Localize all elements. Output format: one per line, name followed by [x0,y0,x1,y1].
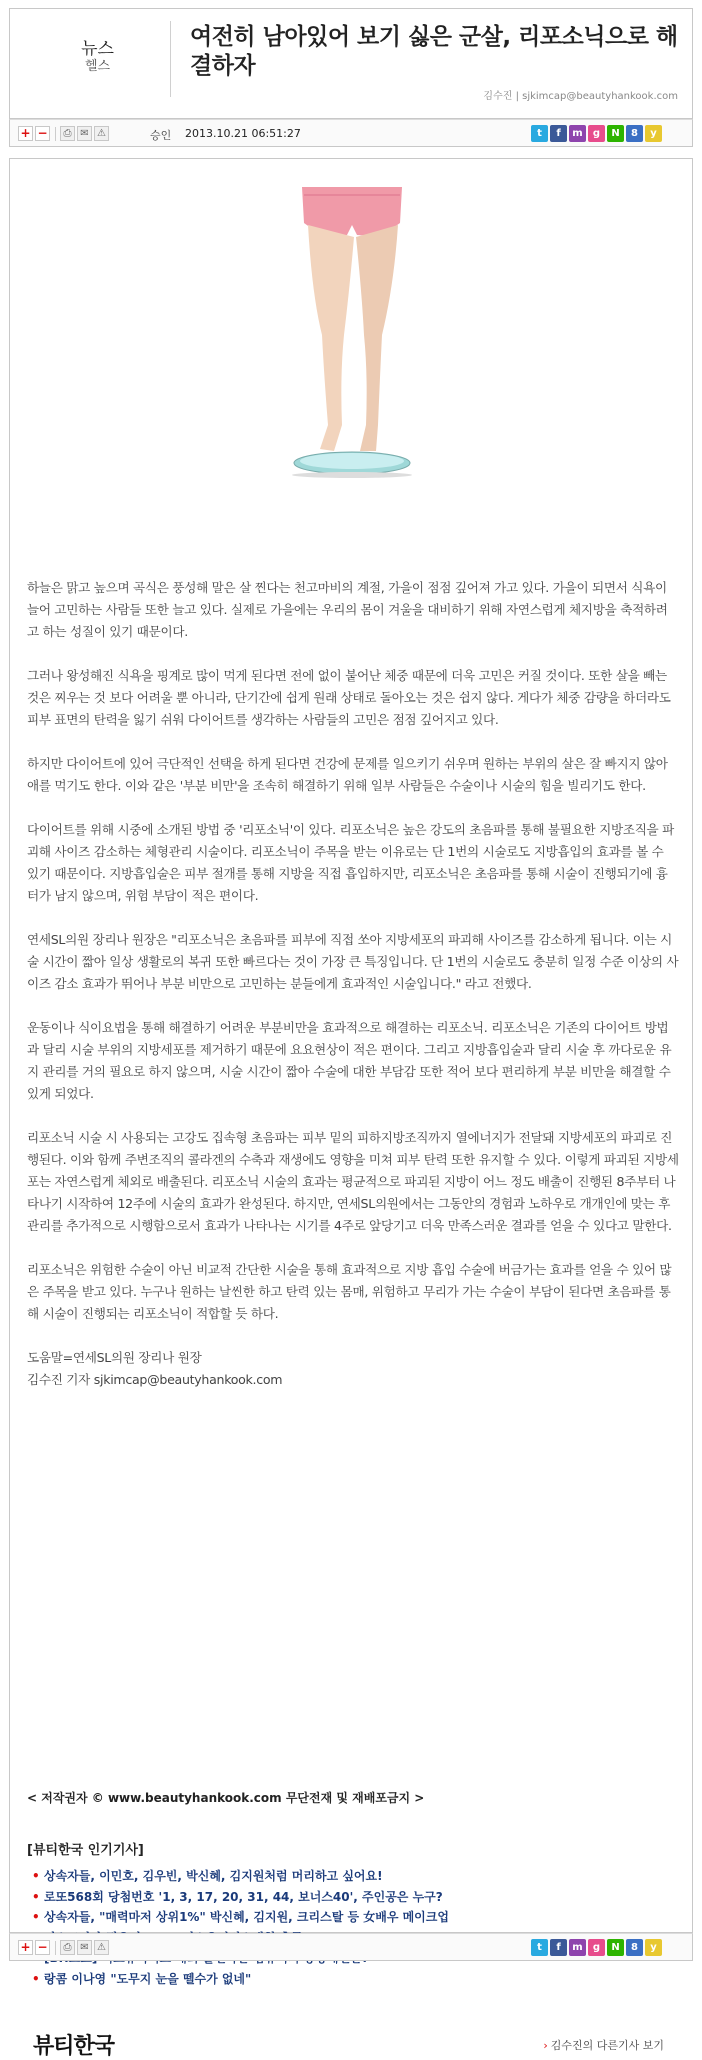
font-increase-button[interactable]: + [18,126,33,141]
print-icon[interactable]: ⎙ [60,126,75,141]
article-header [9,8,693,119]
more-articles-label: 김수진의 다른기사 보기 [550,2039,664,2052]
paragraph: 하늘은 맑고 높으며 곡식은 풍성해 말은 살 찐다는 천고마비의 계절, 가을이 점점 깊어져 가고 있다. 가을이 되면서 식욕이 늘어 고민하는 사람들 또한 늘고 있다. 실제로 가을에는 우리의 몸이 겨울을 대비하기 위해 자연스럽게 체지방을 축적하려고 하는 성질이 있기 때문이다. [27,580,668,639]
yozm-share-icon[interactable]: g [588,125,605,142]
copyright-notice: < 저작권자 © www.beautyhankook.com 무단전재 및 재배포금지 > [27,1791,425,1805]
twitter-share-icon[interactable]: t [531,125,548,142]
popular-article-link[interactable]: • 로또568회 당첨번호 '1, 3, 17, 20, 31, 44, 보너스40', 주인공은 누구? [32,1887,449,1908]
popular-articles-list [32,1866,449,1989]
popular-article-link[interactable]: • 랑콤 이나영 "도무지 눈을 뗄수가 없네" [32,1969,449,1990]
popular-articles-title: [뷰티한국 인기기사] [27,1843,144,1858]
article-toolbar-bottom [9,1933,693,1961]
naver-share-icon[interactable]: N [607,125,624,142]
article-body [9,158,693,2059]
section-name[interactable]: 뉴스 [81,39,114,59]
approval-label: 승인 [150,129,172,142]
reporter-line: 김수진 기자 sjkimcap@beautyhankook.com [27,1372,283,1387]
paragraph: 다이어트를 위해 시중에 소개된 방법 중 '리포소닉'이 있다. 리포소닉은 높은 강도의 초음파를 통해 불필요한 지방조직을 파괴해 사이즈 감소하는 체형관리 시술이다. 리포소닉이 주목을 받는 이유로는 단 1번의 시술로도 지방흡입의 효과를 볼 수 있기 때문이다. 지방흡입술은 피부 절개를 통해 지방을 직접 흡입하지만, 리포소닉은 초음파를 통해 시술이 진행되기에 흉터가 남지 않으며, 위험 부담이 적은 편이다. [27,822,674,903]
byline: 김수진 | sjkimcap@beautyhankook.com [483,91,678,102]
bookmark-share-icon[interactable]: y [645,125,662,142]
toolbar-divider [55,1941,56,1955]
more-articles-link[interactable] [543,2037,664,2053]
arrow-icon: › [543,2039,548,2052]
naver-share-icon[interactable]: N [607,1939,624,1956]
popular-article-link[interactable]: • 상속자들, 이민호, 김우빈, 박신혜, 김지원처럼 머리하고 싶어요! [32,1866,449,1887]
font-decrease-button[interactable]: − [35,1940,50,1955]
paragraph: 운동이나 식이요법을 통해 해결하기 어려운 부분비만을 효과적으로 해결하는 리포소닉. 리포소닉은 기존의 다이어트 방법과 달리 시술 부위의 지방세포를 제거하기 때문에 요요현상이 적은 편이다. 그리고 지방흡입술과 달리 시술 후 까다로운 유지 관리를 거의 필요로 하지 않으며, 시술 시간이 짧아 수술에 대한 부담감 또한 적어 보다 편리하게 부분 비만을 해결할 수 있게 되었다. [27,1020,672,1101]
email-icon[interactable]: ✉ [77,1940,92,1955]
paragraph: 리포소닉 시술 시 사용되는 고강도 집속형 초음파는 피부 밑의 피하지방조직까지 열에너지가 전달돼 지방세포의 파괴로 진행된다. 이와 함께 주변조직의 콜라겐의 수축과 재생에도 영향을 미쳐 피부 탄력 또한 유지할 수 있다. 이렇게 파괴된 지방세포는 자연스럽게 체외로 배출된다. 리포소닉 시술의 효과는 평균적으로 파괴된 지방이 어느 정도 배출이 진행된 8주부터 나타나기 시작하여 12주에 시술의 효과가 완성된다. 하지만, 연세SL의원에서는 그동안의 경험과 노하우로 개개인에 맞는 후관리를 추가적으로 시행함으로서 효과가 나타나는 시기를 4주로 앞당기고 더욱 만족스러운 결과를 얻을 수 있다고 말한다. [27,1130,679,1233]
approval-date: 2013.10.21 06:51:27 [185,127,301,140]
paragraph: 하지만 다이어트에 있어 극단적인 선택을 하게 된다면 건강에 문제를 일으키기 쉬우며 원하는 부위의 살은 잘 빠지지 않아 애를 먹기도 한다. 이와 같은 '부분 비만'을 조속히 해결하기 위해 일부 사람들은 수술이나 시술의 힘을 빌리기도 한다. [27,756,668,793]
bookmark-share-icon[interactable]: y [645,1939,662,1956]
me2day-share-icon[interactable]: m [569,1939,586,1956]
me2day-share-icon[interactable]: m [569,125,586,142]
paragraph: 그러나 왕성해진 식욕을 핑계로 많이 먹게 된다면 전에 없이 붙어난 체중 때문에 더욱 고민은 커질 것이다. 또한 살을 빼는 것은 찌우는 것 보다 어려울 뿐 아니라, 단기간에 쉽게 원래 상태로 돌아오는 것은 쉽지 않다. 게다가 체중 감량을 하더라도 피부 표면의 탄력을 잃기 쉬워 다이어트를 생각하는 사람들의 고민은 점점 깊어지고 있다. [27,668,671,727]
article-toolbar [9,119,693,147]
popular-article-link[interactable]: • 상속자들, "매력마저 상위1%" 박신혜, 김지원, 크리스탈 등 女배우 메이크업 [32,1907,449,1928]
print-icon[interactable]: ⎙ [60,1940,75,1955]
googleplus-share-icon[interactable]: 8 [626,1939,643,1956]
article-headline: 여전히 남아있어 보기 싫은 군살, 리포소닉으로 해결하자 [190,24,678,79]
divider [170,21,171,97]
section-sub[interactable]: 헬스 [84,59,111,74]
email-icon[interactable]: ✉ [77,126,92,141]
twitter-share-icon[interactable]: t [531,1939,548,1956]
font-increase-button[interactable]: + [18,1940,33,1955]
article-text [27,577,679,1391]
toolbar-divider [55,127,56,141]
googleplus-share-icon[interactable]: 8 [626,125,643,142]
credit-line: 도움말=연세SL의원 장리나 원장 [27,1350,202,1365]
section-label[interactable] [50,39,145,75]
article-photo-legs-on-scale [272,185,432,481]
facebook-share-icon[interactable]: f [550,125,567,142]
beautyhankook-logo[interactable]: 뷰티한국 [33,2034,115,2059]
paragraph: 연세SL의원 장리나 원장은 "리포소닉은 초음파를 피부에 직접 쏘아 지방세포의 파괴해 사이즈를 감소하게 됩니다. 이는 시술 시간이 짧아 일상 생활로의 복귀 또한 빠르다는 것이 가장 큰 특징입니다. 단 1번의 시술로도 충분히 일정 수준 이상의 사이즈 감소 효과가 뛰어나 부분 비만으로 고민하는 분들에게 효과적인 시술입니다." 라고 전했다. [27,932,679,991]
report-icon[interactable]: ⚠ [94,1940,109,1955]
facebook-share-icon[interactable]: f [550,1939,567,1956]
report-icon[interactable]: ⚠ [94,126,109,141]
yozm-share-icon[interactable]: g [588,1939,605,1956]
font-decrease-button[interactable]: − [35,126,50,141]
paragraph: 리포소닉은 위험한 수술이 아닌 비교적 간단한 시술을 통해 효과적으로 지방 흡입 수술에 버금가는 효과를 얻을 수 있어 많은 주목을 받고 있다. 누구나 원하는 날씬한 하고 탄력 있는 몸매, 위험하고 무리가 가는 수술이 부담이 된다면 초음파를 통해 시술이 진행되는 리포소닉이 적합할 듯 하다. [27,1262,672,1321]
